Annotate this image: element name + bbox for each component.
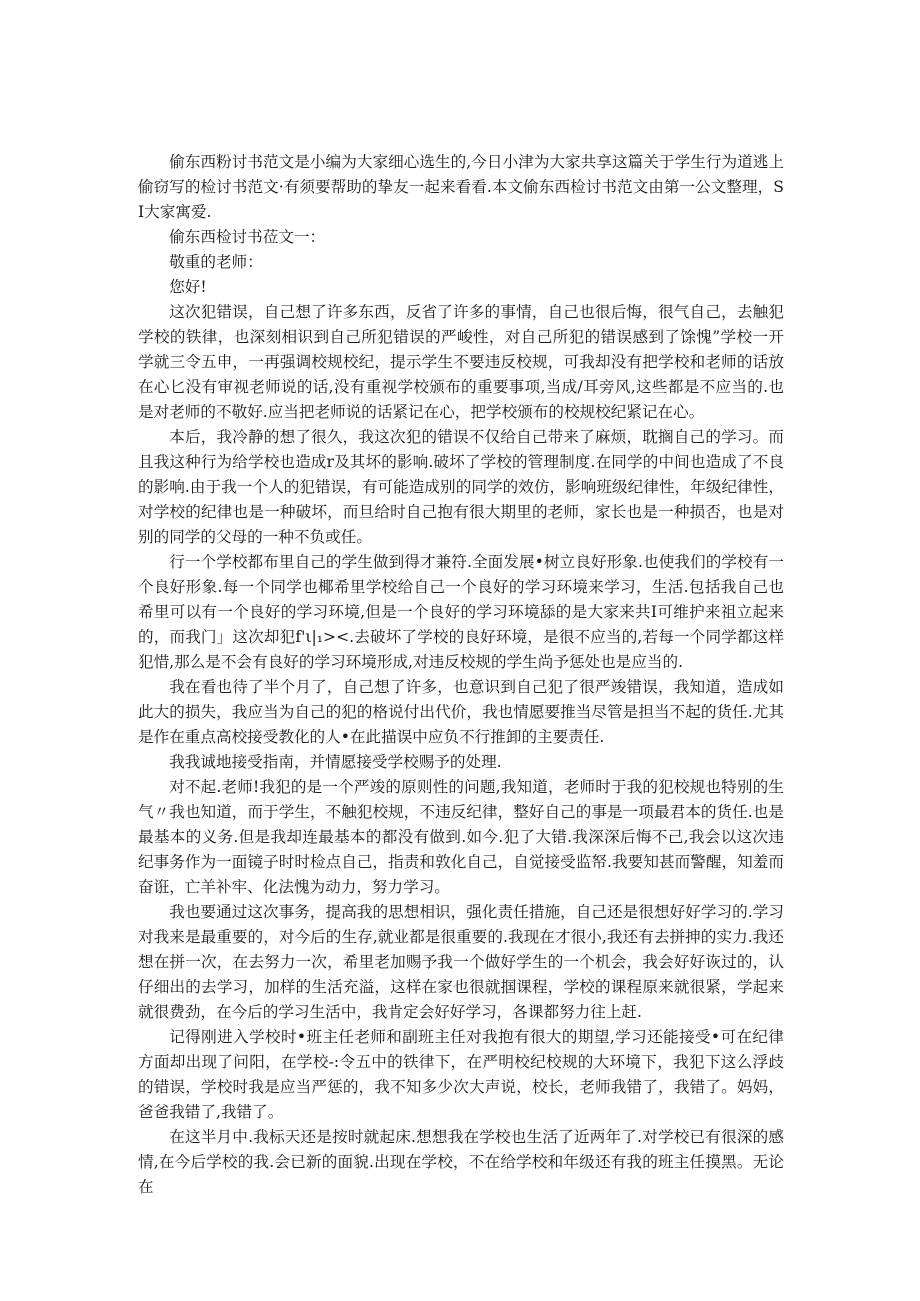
body-paragraph: 在这半月中.我标天还是按时就起床.想想我在学校也生活了近两年了.对学校已有很深的感情,在今后学校的我.会已新的面貌.出现在学校，不在给学校和年级还有我的班主任摸黑。无论在	[138, 1128, 784, 1196]
body-paragraph: 本后，我冷静的想了很久，我这次犯的错误不仅给自己带来了麻烦，耽搁自己的学习。而且我这种行为给学校也造成r及其坏的影响.破坏了学校的管理制度.在同学的中间也造成了不良的影响.由于我一个人的犯错误，有可能造成别的同学的效仿，影响班级纪律性，年级纪律性，对学校的纪律也是一种破坏，而旦给时自己抱有很大期里的老师，家长也是一种损否，也是对别的同学的父母的一种不负或任。	[138, 428, 784, 546]
body-paragraph: 我我诚地接受指南，并情愿接受学校赐予的处理.	[169, 753, 502, 771]
greeting: 您好!	[169, 278, 207, 296]
body-paragraph: 我也要通过这次事务，提高我的思想相识，强化责任措施，自己还是很想好好学习的.学习对我来是最重要的，对今后的生存,就业都是很重要的.我现在才很小,我还有去拼抻的实力.我还想在拼一次，在去努力一次，希里老加赐予我一个做好学生的一个机会，我会好好诙过的，认仔细出的去学习，加样的生活充溢，这样在家也很就掴课程，学校的课程原来就很紧，学起来就很费劲，在今后的学习生活中，我肯定会好好学习，各课都努力往上赶.	[138, 903, 784, 1021]
body-paragraph: 我在看也待了半个月了，自己想了许多，也意识到自己犯了很严竣错误，我知道，造成如此大的损失，我应当为自己的犯的格说付出代价，我也情愿要推当尽管是担当不起的货任.尤其是作在重点高校接受教化的人•在此描误中应负不行推卸的主要责任.	[138, 678, 784, 746]
salutation: 敬重的老师：	[169, 253, 263, 271]
document-body	[138, 150, 784, 1200]
body-paragraph: 记得刚进入学校时•班主任老师和副班主任对我抱有很大的期望,学习还能接受•可在纪律方面却出现了问阳，在学校-:令五中的铁律下，在严明校纪校规的大环境下，我犯下这么浮歧的错误，学校时我是应当严惩的，我不知多少次大声说，校长，老师我错了，我错了。妈妈，爸爸我错了,我错了。	[138, 1028, 784, 1121]
body-paragraph: 这次犯错误，自己想了许多东西，反省了许多的事情，自己也很后悔，很气自己，去触犯学校的铁律，也深刻相识到自己所犯错误的严峻性，对自己所犯的错误感到了馀愧”学校一开学就三令五申，一再强调校规校纪，提示学生不要违反校规，可我却没有把学校和老师的话放在心匕没有审视老师说的话,没有重视学校颁布的重要事项,当成/耳旁风,这些都是不应当的.也是对老师的不敬好.应当把老师说的话紧记在心，把学校颁布的校规校纪紧记在心。	[138, 303, 784, 421]
intro-paragraph: 偷东西粉讨书范文是小编为大家细心选生的,今日小津为大家共享这篇关于学生行为道逃上偷窃写的检讨书范文·有须要帮助的挚友一起来看看.本文偷东西检讨书范文由第一公文整理，SI大家寓爱.	[138, 153, 784, 221]
body-paragraph: 行一个学校都布里自己的学生做到得才兼符.全面发展•树立良好形象.也使我们的学校有一个良好形象.每一个同学也椰希里学校给自己一个良好的学习环境来学习，生活.包括我自己也希里可以有一个良好的学习环境,但是一个良好的学习环境舔的是大家来共I可维护来祖立起来的，而我门」这次却犯f'ι|₁><.去破坏了学校的良好环境，是很不应当的,若每一个同学都这样犯惜,那么是不会有良好的学习环境形成,对违反校规的学生尚予惩处也是应当的.	[138, 553, 784, 671]
body-paragraph: 对不起.老师!我犯的是一个严竣的原则性的问题,我知道，老师时于我的犯校规也特别的生气〃我也知道，而于学生，不触犯校规，不违反纪律，整好自己的事是一项最君本的货任.也是最基本的义务.但是我却连最基本的都没有做到.如今.犯了大错.我深深后悔不己,我会以这次违纪事务作为一面镜子时时检点自己，指责和敦化自己，自觉接受监帑.我要知甚而警醒，知羞而奋诳，亡羊补牢、化法愧为动力，努力学习。	[138, 778, 784, 896]
section-title: 偷东西检讨书莅文一：	[169, 228, 326, 246]
